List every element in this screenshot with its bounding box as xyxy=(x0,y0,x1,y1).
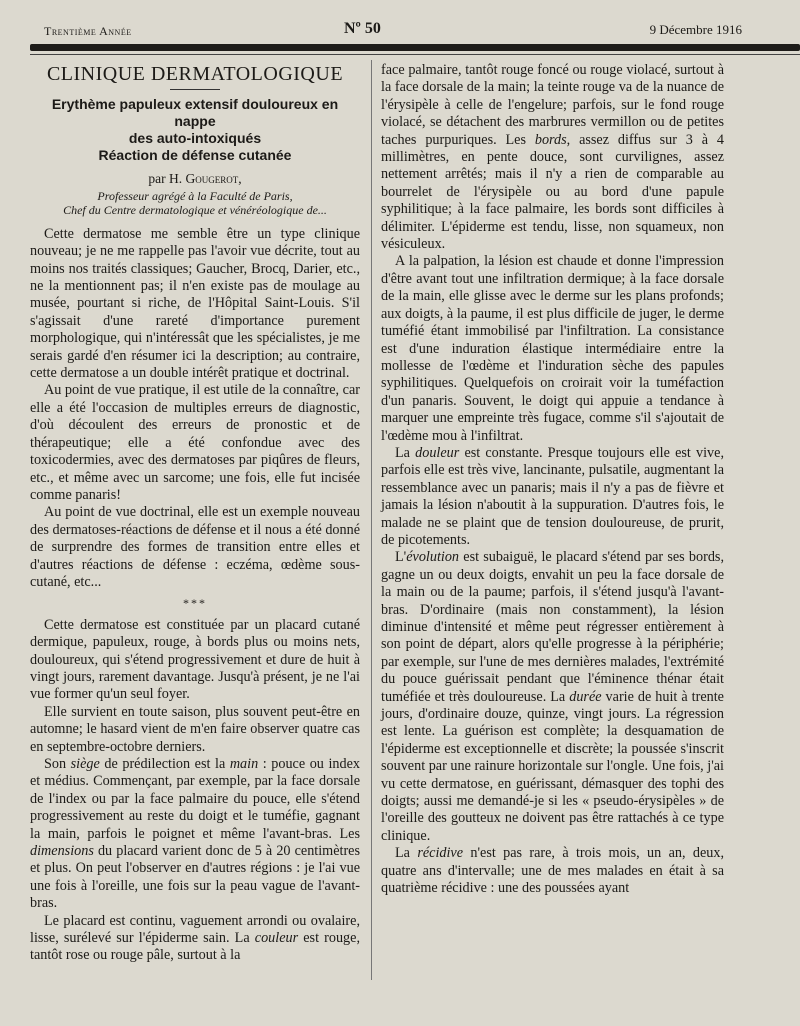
header-rule-thin xyxy=(30,54,800,55)
affiliation-line-2: Chef du Centre dermatologique et vénéréologique de... xyxy=(63,203,327,218)
paragraph: Au point de vue doctrinal, elle est un exemple nouveau des dermatoses-réactions de défense et il nous a été donné de surprendre des formes de transition entre elles et d'autres réactions de défense : eczéma, œdème sous-cutané, etc... xyxy=(30,504,360,590)
title-rule xyxy=(170,89,220,90)
italic-term: dimensions xyxy=(30,843,94,860)
right-column xyxy=(381,62,724,898)
section-title: CLINIQUE DERMATOLOGIQUE xyxy=(46,63,344,85)
text-run: Le placard est continu, vaguement arrondi ou ovalaire, lisse, surélevé sur l'épiderme sain. La xyxy=(30,912,360,947)
italic-term: couleur xyxy=(254,930,299,947)
text-run: face palmaire, tantôt rouge foncé ou rouge violacé, surtout à la face dorsale de la main; la teinte rouge va de la nuance de l'érysipèle à celle de l'engelure; parfois, sur le fond rouge violacé, se détachent des marbrures vermillon ou de petites taches purpuriques. Les xyxy=(381,62,724,148)
author-affiliation xyxy=(30,189,360,218)
paragraph xyxy=(30,913,360,965)
text-run: de prédilection est la xyxy=(99,756,230,772)
left-column xyxy=(30,60,360,965)
section-separator-asterisks: *** xyxy=(183,596,207,611)
text-run: , assez diffus sur 3 à 4 millimètres, en pente douce, sont curvilignes, assez nettement arrêtés; mais il n'y a rien de comparable au bourrelet de l'érysipèle ou au bord d'une papule syphilitique; à la face palmaire, les bords sont difficiles à délimiter. L'épiderme est tendu, lisse, non squameux, non vésiculeux. xyxy=(381,131,724,253)
paragraph xyxy=(30,756,360,913)
column-divider xyxy=(371,60,372,980)
text-run: est constante. Presque toujours elle est vive, parfois elle est très vive, lancinante, pulsatile, augmentant la ressemblance avec un panaris; mais il n'y a pas de fièvre et jamais la lésion n'aboutit à la suppuration. D'autres fois, le malade ne se plaint que de tension douloureuse, de prurit, de picotements. xyxy=(381,444,724,548)
paragraph: Cette dermatose est constituée par un placard cutané dermique, papuleux, rouge, à bords plus ou moins nets, douloureux, qui s'étend progressivement et dure de huit à vingt jours, rarement davantage. Jusqu'à présent, je ne l'ai vue former qu'un seul foyer. xyxy=(30,616,360,703)
italic-term: siège xyxy=(70,756,100,772)
text-run: L' xyxy=(395,549,407,566)
italic-term: évolution xyxy=(406,549,460,566)
text-run: La xyxy=(395,845,418,862)
running-header xyxy=(28,20,742,40)
italic-term: douleur xyxy=(415,444,460,461)
byline xyxy=(30,170,360,187)
header-rule xyxy=(30,44,800,51)
article-title-line-2: des auto-intoxiqués xyxy=(128,130,262,147)
italic-term: main xyxy=(229,756,259,772)
paragraph xyxy=(381,549,724,845)
article-title xyxy=(30,96,360,164)
text-run: varie de huit à trente jours, d'ordinaire douze, quinze, vingt jours. La régression est lente. La guérison est complète; la desquamation de l'épiderme est exceptionnelle et discrète; la poussée s'inscrit souvent par une rainure horizontale sur l'ongle. Une fois, j'ai vu cette dermatose, en guérissant, démasquer des tophi des doigts; aussi me demandé-je si les « pseudo-érysipèles » de l'oreille des goutteux ne doivent pas être rattachés à ce type clinique. xyxy=(381,688,724,844)
paragraph xyxy=(381,445,724,549)
paragraph: Elle survient en toute saison, plus souvent peut-être en automne; le hasard vient de m'en faire observer quatre cas en septembre-octobre derniers. xyxy=(30,703,360,755)
article-title-line-1: Erythème papuleux extensif douloureux en nappe xyxy=(51,96,339,130)
paragraph: A la palpation, la lésion est chaude et donne l'impression d'être avant tout une infiltration dermique; à la face dorsale de la main, elle glisse avec le derme sur les plans profonds; aux doigts, à la paume, il est plus difficile de juger, le derme tuméfié étant immobilisé par l'infiltration. La consistance est d'une induration élastique intermédiaire entre la mollesse de l'œdème et l'induration sèche des papules syphilitiques. Quelquefois on croirait voir la tuméfaction d'un panaris. Souvent, le doigt qui appuie a tendance à marquer une empreinte très fugace, comme s'il s'ajoutait de l'œdème mou à l'infiltrat. xyxy=(381,253,724,444)
header-volume: Trentième Année xyxy=(44,24,132,38)
byline-prefix: par H. xyxy=(148,171,183,187)
author-name: Gougerot, xyxy=(185,171,242,187)
text-run: est rouge, tantôt rose ou rouge pâle, surtout à la xyxy=(30,930,360,964)
text-run: Son xyxy=(44,756,71,772)
text-run: est subaiguë, le placard s'étend par ses bords, gagne un ou deux doigts, envahit un peu la face dorsale de la main ou de la paume; parfois, il s'étend jusqu'à l'avant-bras. D'ordinaire (mais non constamment), la lésion diminue d'intensité et même peut régresser entièrement à son point de départ, alors qu'elle progresse à la périphérie; par exemple, sur l'une de mes dernières malades, l'extrémité du pouce guérissait pendant que l'éminence thénar était tuméfiée et très douloureuse. La xyxy=(381,549,724,705)
article-title-line-3: Réaction de défense cutanée xyxy=(98,147,292,164)
header-issue-number: Nº 50 xyxy=(344,20,381,37)
text-run: du placard varient donc de 5 à 20 centimètres et plus. On peut l'observer en d'autres régions : je l'ai vue une fois à l'oreille, une fois sur la peau vague de l'avant-bras. xyxy=(30,843,360,912)
italic-term: bords xyxy=(534,131,567,148)
paragraph: Au point de vue pratique, il est utile de la connaître, car elle a été l'occasion de multiples erreurs de diagnostic, d'où découlent des erreurs de pronostic et de thérapeutique; elle a été confondue avec des toxicodermies, avec des dermatoses par piqûres de fleurs, etc., et même avec un sarcome; une fois, elle fut incisée comme panaris! xyxy=(30,382,360,503)
text-run: La xyxy=(395,444,416,461)
paragraph xyxy=(381,845,724,897)
paragraph xyxy=(381,62,724,253)
text-run: : pouce ou index et médius. Commençant, par exemple, par la face dorsale de l'index ou par la face palmaire du pouce, elle s'étend progressivement au reste du doigt et le tuméfie, gagnant la main, parfois le poignet et même l'avant-bras. Les xyxy=(30,756,360,842)
header-date: 9 Décembre 1916 xyxy=(649,22,742,37)
paragraph: Cette dermatose me semble être un type clinique nouveau; je ne me rappelle pas l'avoir vue décrite, tout au moins nos traités classiques; Gaucher, Brocq, Darier, etc., ne la mentionnent pas; il n'en existe pas de moulage au musée, pourtant si riche, de l'Hôpital Saint-Louis. S'il s'agissait d'une rareté d'importance purement morphologique, qui n'intéressât que les spécialistes, je me serais gardé d'en résumer ici la description; au contraire, cette dermatose a un double intérêt pratique et doctrinal. xyxy=(30,225,360,382)
italic-term: durée xyxy=(569,688,602,705)
affiliation-line-1: Professeur agrégé à la Faculté de Paris, xyxy=(97,188,293,203)
italic-term: récidive xyxy=(417,845,464,862)
text-run: n'est pas rare, à trois mois, un an, deux, quatre ans d'intervalle; une de mes malades en était à sa quatrième récidive : une des poussées ayant xyxy=(381,845,725,897)
